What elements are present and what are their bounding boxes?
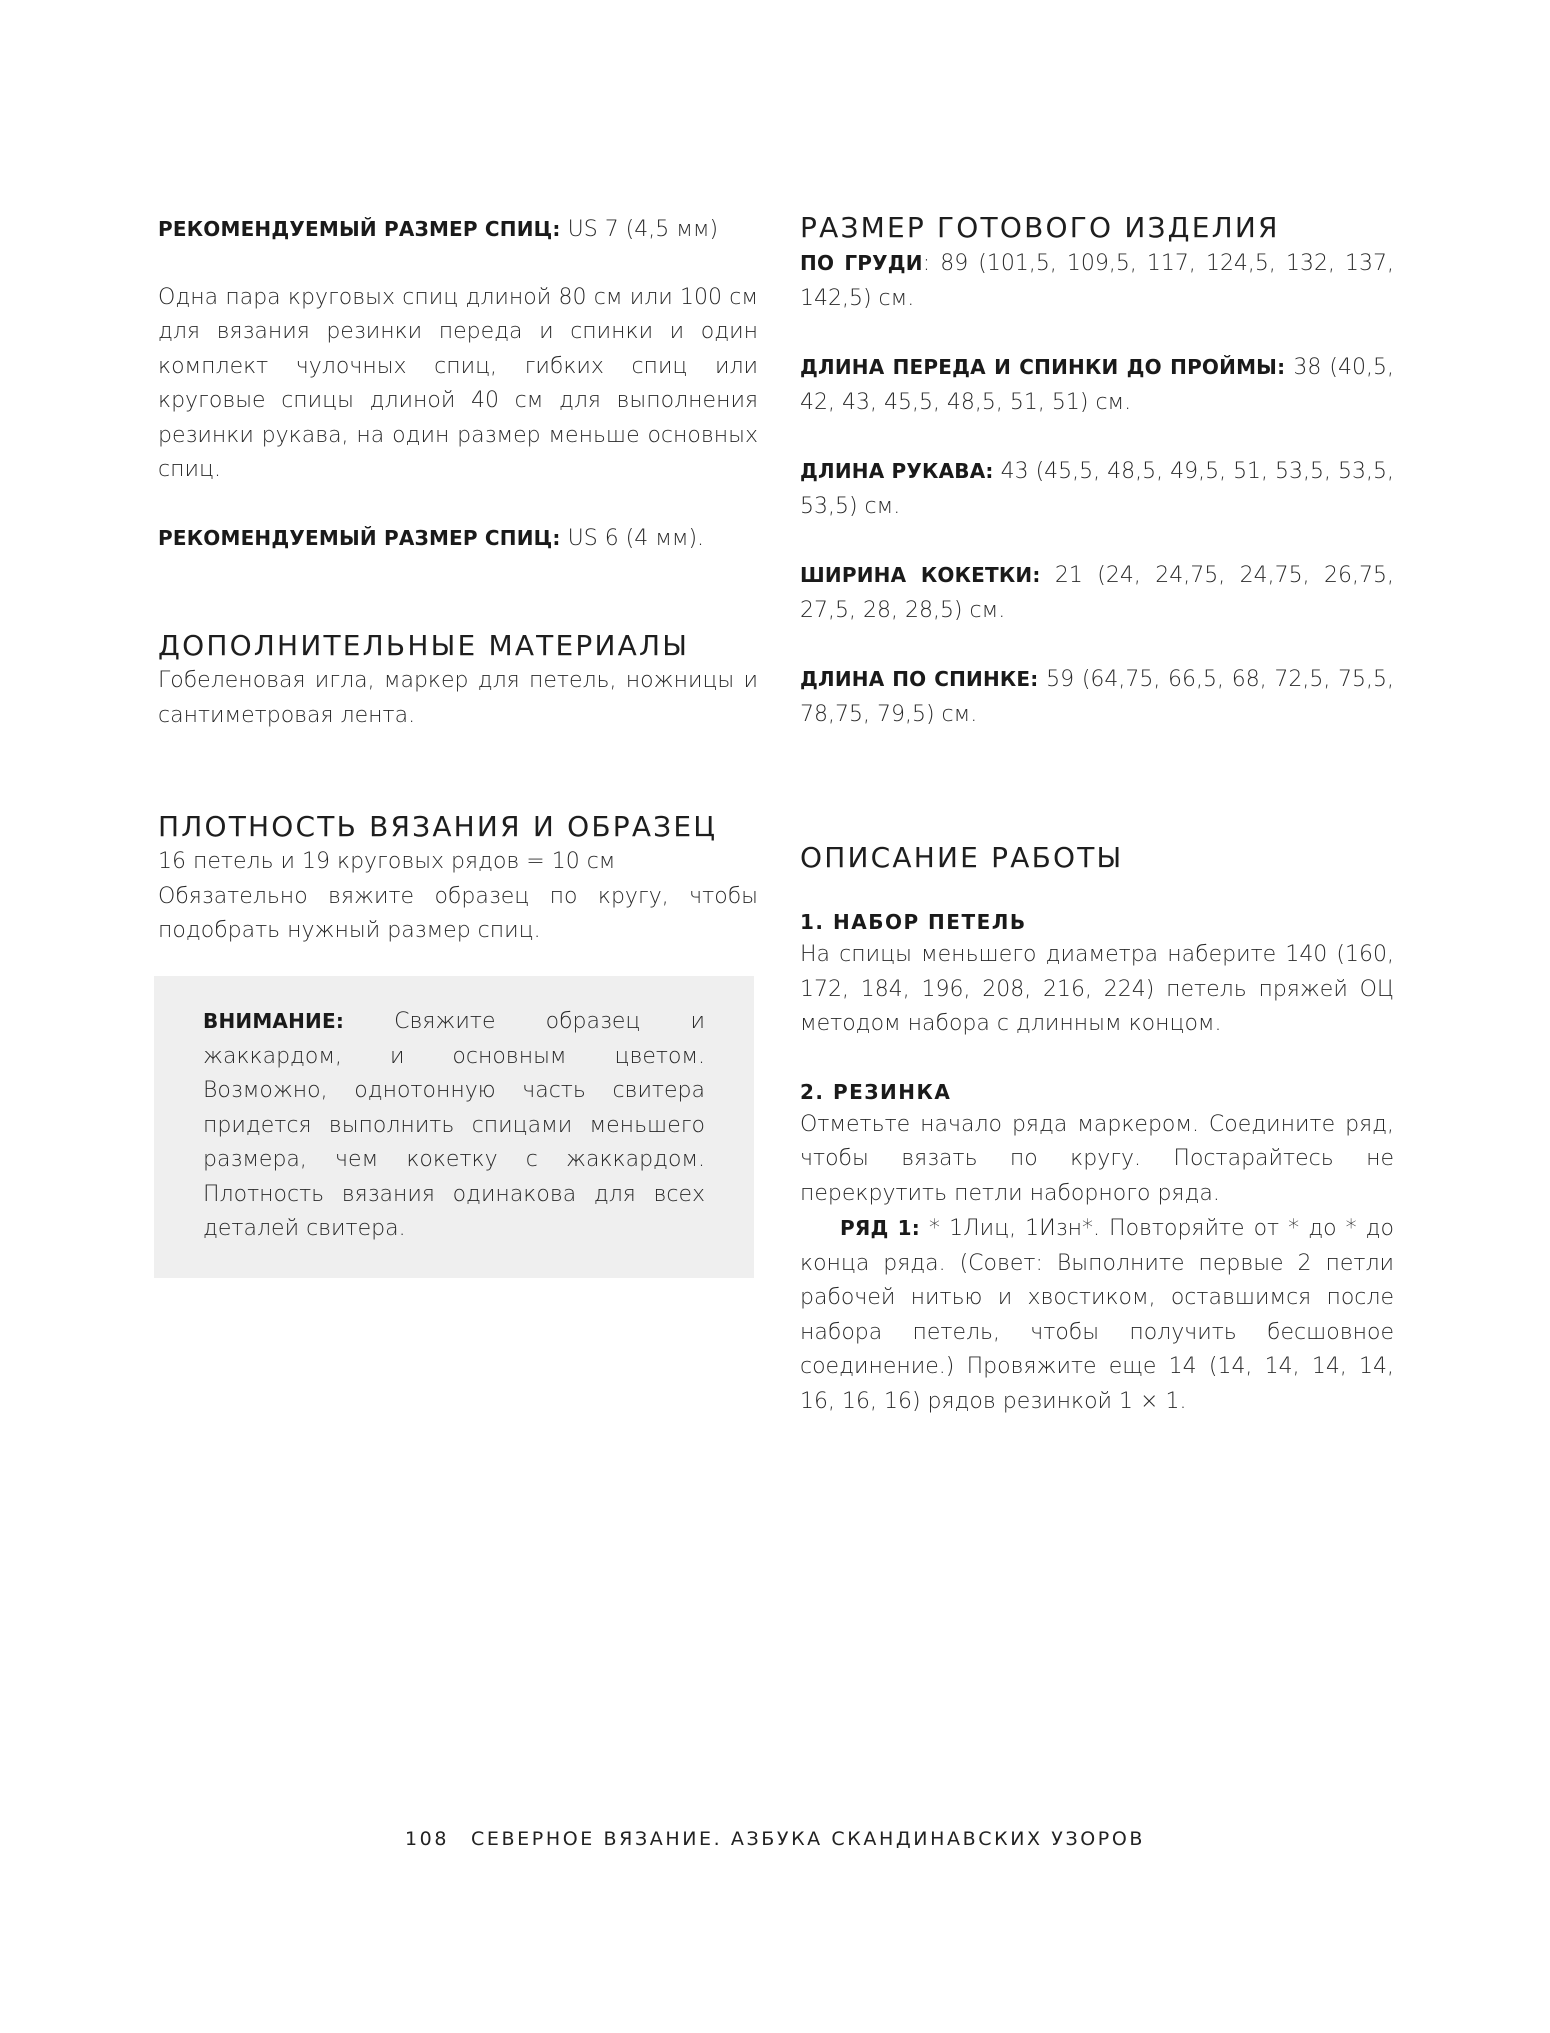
needles-description: Одна пара круговых спиц длиной 80 см или 100 см для вязания резинки переда и спинки и один комплект чулочных спиц, гибких спиц или круговые спицы длиной 40 см для выполнения резинки рукава, на один размер меньше основных спиц.: [158, 284, 758, 482]
attention-label: ВНИМАНИЕ:: [203, 1009, 345, 1033]
materials-title: ДОПОЛНИТЕЛЬНЫЕ МАТЕРИАЛЫ: [158, 629, 690, 662]
size-back-value: 59 (64,75, 66,5, 68, 72,5, 75,5, 78,75, 79,5) см.: [800, 667, 1394, 727]
attention-text: [203, 1004, 705, 1247]
size-length-armhole-label: ДЛИНА ПЕРЕДА И СПИНКИ ДО ПРОЙМЫ:: [800, 355, 1286, 379]
page-footer: [0, 1828, 1550, 1850]
size-chest-value: : 89 (101,5, 109,5, 117, 124,5, 132, 137, 142,5) см.: [800, 251, 1394, 311]
book-title: СЕВЕРНОЕ ВЯЗАНИЕ. АЗБУКА СКАНДИНАВСКИХ УЗОРОВ: [471, 1828, 1146, 1850]
needles-small-value: US 6 (4 мм).: [560, 525, 705, 551]
needles-main: [158, 212, 758, 248]
size-sleeve: [800, 454, 1394, 524]
size-length-armhole: [800, 350, 1394, 420]
needles-small-label: РЕКОМЕНДУЕМЫЙ РАЗМЕР СПИЦ:: [158, 525, 561, 550]
step2-row1-text: * 1Лиц, 1Изн*. Повторяйте от * до * до конца ряда. (Совет: Выполните первые 2 петли рабочей нитью и хвостиком, оставшимся после набора петель, чтобы получить бесшовное соединение.) Провяжите еще 14 (14, 14, 14, 14, 16, 16, 16) рядов резинкой 1 × 1.: [800, 1216, 1394, 1414]
size-chest: [800, 246, 1394, 316]
needles-main-value: US 7 (4,5 мм): [560, 217, 719, 242]
step2-text: Отметьте начало ряда маркером. Соедините ряд, чтобы вязать по кругу. Постарайтесь не перекрутить петли наборного ряда.: [800, 1111, 1394, 1206]
step2-row1: [800, 1211, 1394, 1419]
materials-text: Гобеленовая игла, маркер для петель, ножницы и сантиметровая лента.: [158, 668, 758, 728]
attention-body: Свяжите образец и жаккардом, и основным цветом. Возможно, однотонную часть свитера придется выполнить спицами меньшего размера, чем кокетку с жаккардом. Плотность вязания одинакова для всех деталей свитера.: [203, 1009, 705, 1241]
gauge-line2: Обязательно вяжите образец по кругу, чтобы подобрать нужный размер спиц.: [158, 883, 758, 943]
size-length-armhole-value: 38 (40,5, 42, 43, 45,5, 48,5, 51, 51) см.: [800, 355, 1394, 415]
needles-main-label: РЕКОМЕНДУЕМЫЙ РАЗМЕР СПИЦ:: [158, 217, 561, 241]
size-back-label: ДЛИНА ПО СПИНКЕ:: [800, 667, 1039, 691]
left-column: [158, 212, 758, 949]
size-yoke-label: ШИРИНА КОКЕТКИ:: [800, 563, 1041, 587]
size-sleeve-value: 43 (45,5, 48,5, 49,5, 51, 53,5, 53,5, 53,5) см.: [800, 459, 1394, 519]
right-column: [800, 210, 1394, 1419]
step2-title: 2. РЕЗИНКА: [800, 1079, 952, 1104]
size-title: РАЗМЕР ГОТОВОГО ИЗДЕЛИЯ: [800, 211, 1280, 244]
size-back: [800, 662, 1394, 732]
gauge-line1: 16 петель и 19 круговых рядов = 10 см: [158, 849, 616, 874]
size-chest-label: ПО ГРУДИ: [800, 251, 923, 275]
size-sleeve-label: ДЛИНА РУКАВА:: [800, 459, 994, 483]
needles-small: [158, 521, 758, 557]
gauge-title: ПЛОТНОСТЬ ВЯЗАНИЯ И ОБРАЗЕЦ: [158, 810, 718, 843]
size-yoke-value: 21 (24, 24,75, 24,75, 26,75, 27,5, 28, 28,5) см.: [800, 563, 1394, 623]
attention-note: [154, 976, 754, 1278]
page-number: 108: [404, 1828, 450, 1850]
step1-text: На спицы меньшего диаметра наберите 140 (160, 172, 184, 196, 208, 216, 224) петель пряжей ОЦ методом набора с длинным концом.: [800, 942, 1394, 1036]
work-title: ОПИСАНИЕ РАБОТЫ: [800, 841, 1124, 874]
step1-title: 1. НАБОР ПЕТЕЛЬ: [800, 910, 1027, 934]
size-yoke: [800, 558, 1394, 628]
step2-row1-label: РЯД 1:: [840, 1216, 920, 1240]
